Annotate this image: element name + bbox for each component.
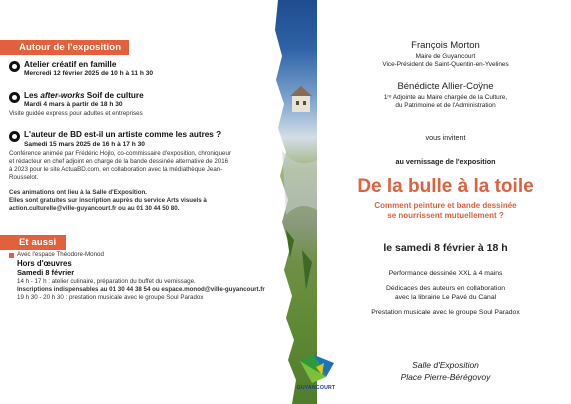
event-title: Hors d'œuvres <box>17 259 72 268</box>
host1-role: Maire de Guyancourt <box>415 53 476 60</box>
footer-line: Elles sont gratuites sur inscription auprès du service Arts visuels à <box>9 197 207 204</box>
item1-title: Atelier créatif en famille <box>24 60 117 69</box>
host2-name: Bénédicte Allier-Coÿne <box>397 81 494 92</box>
host1-role: Vice-Président de Saint-Quentin-en-Yvelines <box>382 61 509 68</box>
program-music: Prestation musicale avec le groupe Soul Paradox <box>371 309 520 316</box>
vernissage-text: au vernissage de l'exposition <box>395 157 496 166</box>
footer-line: action.culturelle@ville-guyancourt.fr ou au 01 30 44 50 80. <box>9 205 180 212</box>
painting-strip <box>272 0 317 404</box>
partner-label: Avec l'espace Théodore-Monod <box>17 251 104 258</box>
section-tag-autour: Autour de l'exposition <box>0 40 129 55</box>
item3-date: Samedi 15 mars 2025 de 16 h à 17 h 30 <box>24 141 145 148</box>
exhibition-subtitle: Comment peinture et bande dessinée <box>374 201 517 210</box>
square-bullet-icon <box>9 253 14 258</box>
item3-desc-line: et rédacteur en chef adjoint en charge de la bande dessinée alternative de 2016 <box>9 158 229 165</box>
exhibition-subtitle: se nourrissent mutuellement ? <box>387 211 504 220</box>
item3-title: L'auteur de BD est-il un artiste comme les autres ? <box>24 130 222 139</box>
guyancourt-logo <box>296 353 336 393</box>
host2-role: du Patrimoine et de l'Administration <box>395 102 496 109</box>
item3-desc-line: Conférence animée par Frédéric Hojlo, co-commissaire d'exposition, chroniqueur <box>9 150 231 157</box>
program-dedicace: avec la librairie Le Pavé du Canal <box>394 294 497 301</box>
event-line: 19 h 30 - 20 h 30 : prestation musicale avec le groupe Soul Paradox <box>17 294 204 301</box>
venue-name: Salle d'Exposition <box>412 360 479 370</box>
bullet-icon <box>9 92 20 103</box>
item1-date: Mercredi 12 février 2025 de 10 h à 11 h 30 <box>24 70 154 77</box>
event-line: Inscriptions indispensables au 01 30 44 38 54 ou espace.monod@ville-guyancourt.fr <box>17 286 265 293</box>
item3-desc-line: à 2023 pour le site ActuaBD.com, en collaboration avec la médiathèque Jean- <box>9 166 223 173</box>
program-perf: Performance dessinée XXL à 4 mains <box>388 270 503 277</box>
bullet-icon <box>9 61 20 72</box>
host2-role: 1ʳᵉ Adjointe au Maire chargée de la Culture, <box>383 94 508 101</box>
right-column <box>320 0 571 404</box>
logo-text: GUYANCOURT <box>296 385 336 391</box>
event-line: 14 h - 17 h : atelier culinaire, préparation du buffet du vernissage. <box>17 278 196 285</box>
bullet-icon <box>9 131 20 142</box>
footer-line: Ces animations ont lieu à la Salle d'Exposition. <box>9 189 147 196</box>
event-datetime: le samedi 8 février à 18 h <box>383 242 508 254</box>
section-tag-et-aussi: Et aussi <box>0 235 66 250</box>
invite-text: vous invitent <box>425 133 466 142</box>
item2-note: Visite guidée express pour adultes et entreprises <box>9 110 143 117</box>
venue-place: Place Pierre-Bérégovoy <box>400 372 491 382</box>
program-dedicace: Dédicaces des auteurs en collaboration <box>385 285 506 292</box>
left-column <box>0 0 285 404</box>
event-date: Samedi 8 février <box>17 268 75 277</box>
host1-name: François Morton <box>411 40 480 51</box>
item2-date: Mardi 4 mars à partir de 18 h 30 <box>24 101 123 108</box>
item3-desc-line: Rousselot. <box>9 174 39 181</box>
exhibition-title: De la bulle à la toile <box>357 176 534 197</box>
item2-title: Les after-works Soif de culture <box>24 91 144 100</box>
painting-image <box>272 0 317 404</box>
